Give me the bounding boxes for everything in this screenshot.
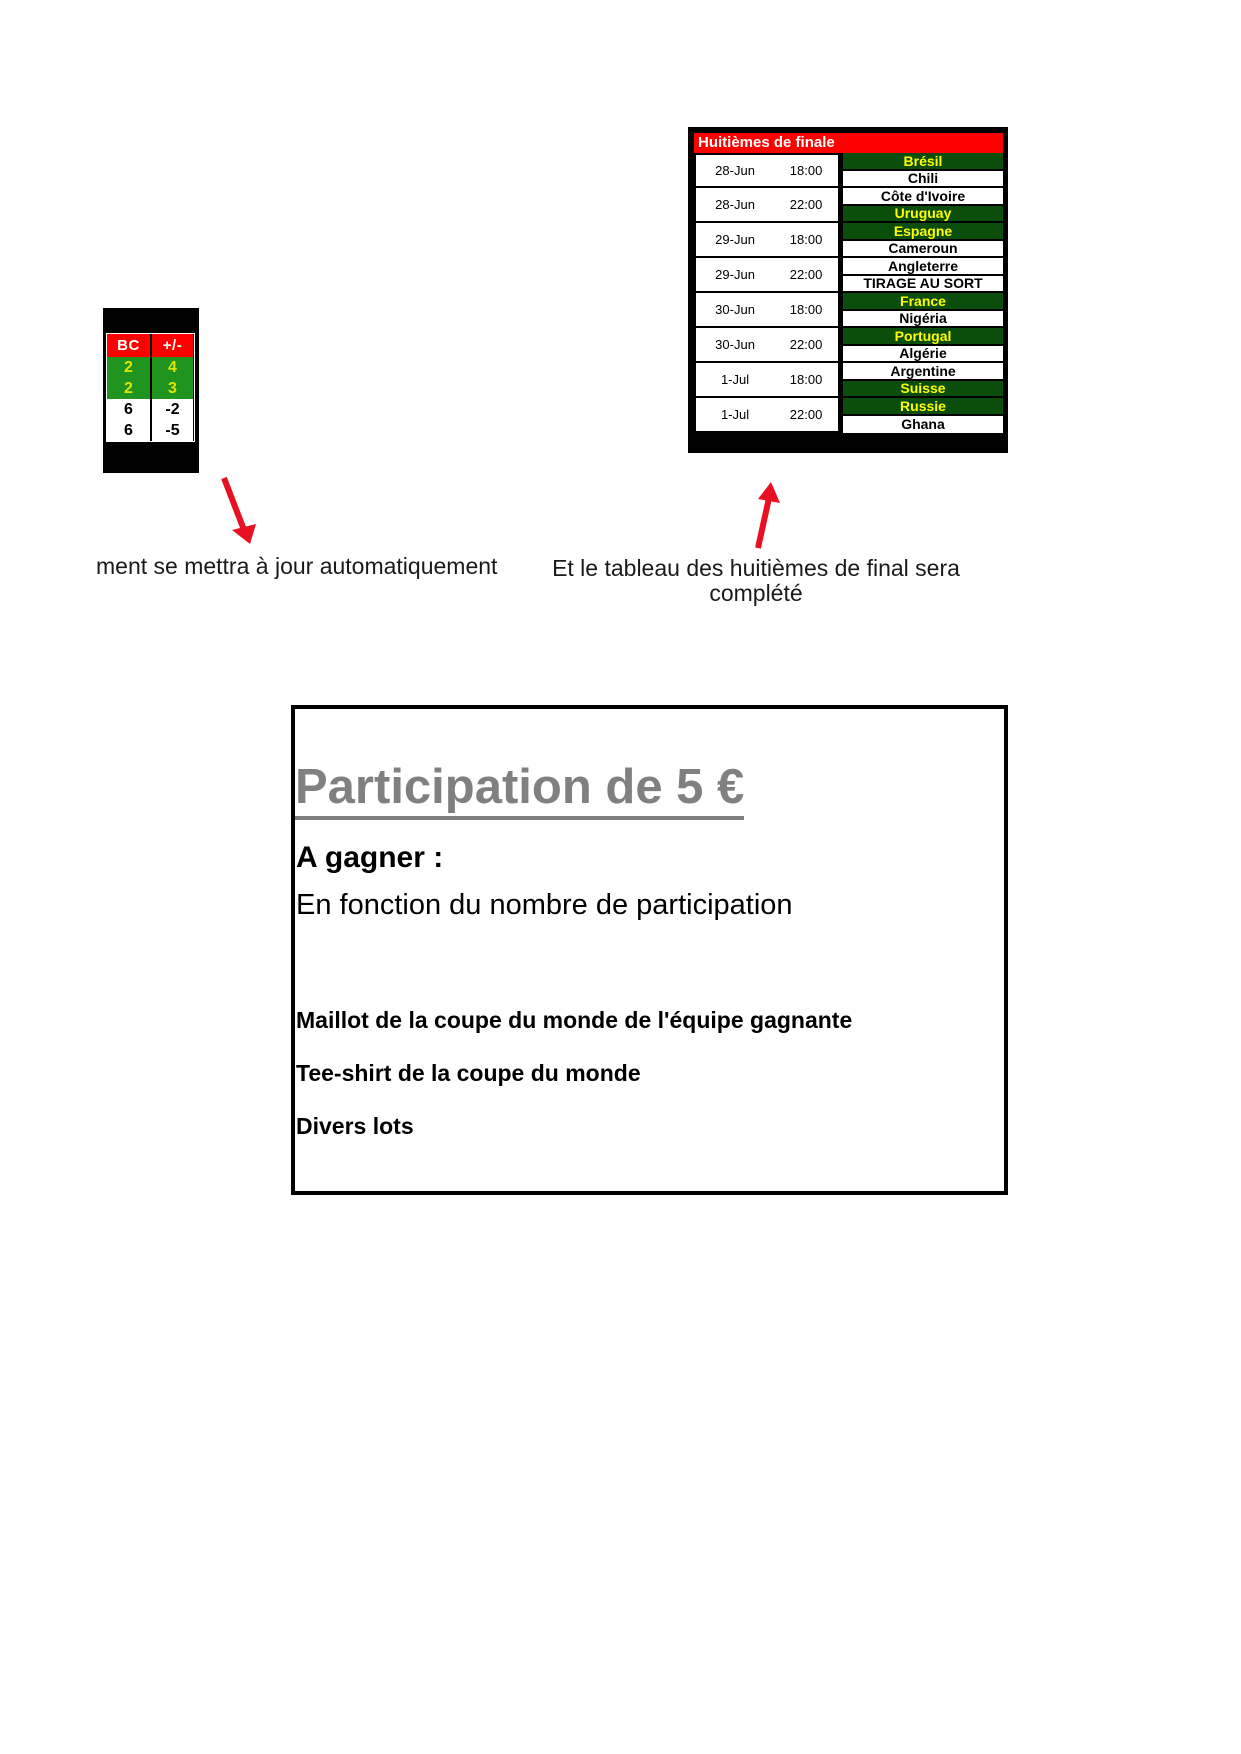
team-cell: Cameroun	[843, 241, 1003, 259]
team-cell: Espagne	[843, 223, 1003, 241]
arrow-up-icon	[742, 474, 788, 556]
participation-title: Participation de 5 €	[295, 759, 744, 820]
participation-box	[291, 705, 1008, 1195]
match-date: 30-Jun	[715, 337, 755, 352]
team-cell: Argentine	[843, 363, 1003, 381]
match-time: 18:00	[789, 232, 823, 247]
bracket-teams-column	[840, 153, 1003, 433]
mini-stats-row	[107, 399, 194, 420]
team-cell: Russie	[843, 398, 1003, 416]
team-cell: Algérie	[843, 346, 1003, 364]
match-date: 1-Jul	[720, 407, 750, 422]
mini-stats-row	[107, 420, 194, 441]
mini-stats-table	[103, 308, 199, 473]
prizes-heading: A gagner :	[296, 841, 444, 874]
match-date: 29-Jun	[715, 267, 755, 282]
team-cell: Portugal	[843, 328, 1003, 346]
match-time: 22:00	[789, 337, 823, 352]
team-cell: Chili	[843, 171, 1003, 189]
team-cell: Brésil	[843, 153, 1003, 171]
match-date: 1-Jul	[720, 372, 750, 387]
match-schedule	[694, 258, 840, 293]
match-time: 22:00	[789, 267, 823, 282]
team-cell: Nigéria	[843, 311, 1003, 329]
prize-item: Divers lots	[296, 1113, 414, 1139]
match-date: 30-Jun	[715, 302, 755, 317]
match-schedule	[694, 223, 840, 258]
mini-stats-cell: 3	[150, 378, 193, 399]
bracket-title: Huitièmes de finale	[694, 133, 1003, 153]
match-schedule	[694, 188, 840, 223]
prizes-basis: En fonction du nombre de participation	[296, 889, 793, 921]
team-cell: Suisse	[843, 381, 1003, 399]
mini-stats-row	[107, 357, 194, 378]
mini-stats-cell: -2	[150, 399, 193, 420]
caption-right	[540, 556, 972, 606]
bracket-schedule-column	[694, 153, 840, 433]
match-time: 18:00	[789, 163, 823, 178]
caption-right-line1: Et le tableau des huitièmes de final sera	[552, 555, 960, 581]
mini-stats-cell: -5	[150, 420, 193, 441]
mini-stats-header-plusminus: +/-	[150, 334, 193, 357]
match-date: 29-Jun	[715, 232, 755, 247]
caption-left: ment se mettra à jour automatiquement	[96, 553, 498, 579]
match-schedule	[694, 398, 840, 433]
team-cell: Côte d'Ivoire	[843, 188, 1003, 206]
team-cell: Angleterre	[843, 258, 1003, 276]
team-cell: Uruguay	[843, 206, 1003, 224]
mini-stats-cell: 4	[150, 357, 193, 378]
mini-stats-cell: 2	[107, 378, 150, 399]
team-cell: France	[843, 293, 1003, 311]
mini-stats-header-bc: BC	[107, 334, 150, 357]
mini-stats-cell: 6	[107, 420, 150, 441]
prize-item: Maillot de la coupe du monde de l'équipe gagnante	[296, 1007, 853, 1033]
match-time: 22:00	[789, 407, 823, 422]
mini-stats-cell: 6	[107, 399, 150, 420]
match-time: 18:00	[789, 372, 823, 387]
arrow-down-icon	[212, 468, 262, 554]
mini-stats-cell: 2	[107, 357, 150, 378]
match-schedule	[694, 363, 840, 398]
caption-right-line2: complété	[709, 580, 803, 606]
team-cell: TIRAGE AU SORT	[843, 276, 1003, 294]
mini-stats-row	[107, 378, 194, 399]
match-time: 18:00	[789, 302, 823, 317]
bracket-table	[688, 127, 1008, 453]
prize-item: Tee-shirt de la coupe du monde	[296, 1060, 641, 1086]
mini-stats-grid	[106, 333, 195, 442]
match-schedule	[694, 328, 840, 363]
mini-stats-header-row	[107, 334, 194, 357]
match-schedule	[694, 293, 840, 328]
match-date: 28-Jun	[715, 163, 755, 178]
bracket-body	[694, 153, 1003, 433]
match-schedule	[694, 153, 840, 188]
team-cell: Ghana	[843, 416, 1003, 434]
match-date: 28-Jun	[715, 197, 755, 212]
match-time: 22:00	[789, 197, 823, 212]
